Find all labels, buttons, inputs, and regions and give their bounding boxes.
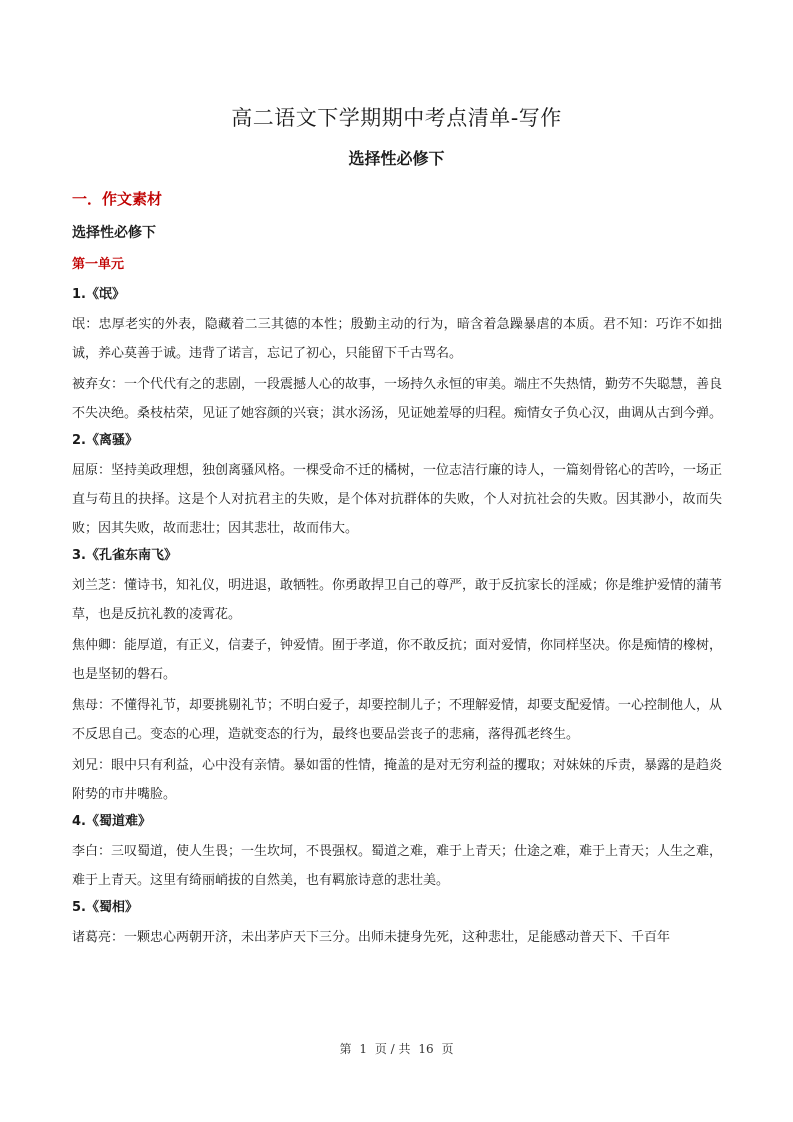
- paragraph: 焦仲卿：能厚道，有正义，信妻子，钟爱情。囿于孝道，你不敢反抗；面对爱情，你同样坚决。你是痴情的橡树，也是坚韧的磐石。: [72, 638, 723, 682]
- content-body: [72, 222, 722, 954]
- unit-heading: 第一单元: [72, 257, 125, 272]
- item-1: [72, 284, 722, 428]
- footer-total-pages: 16: [418, 1042, 434, 1056]
- paragraph: 氓：忠厚老实的外表，隐藏着二三其德的本性；殷勤主动的行为，暗含着急躁暴虐的本质。君不知：巧诈不如拙诚，养心莫善于诚。违背了诺言，忘记了初心，只能留下千古骂名。: [72, 317, 722, 361]
- item-title: 3.《孔雀东南飞》: [72, 548, 177, 563]
- item-title: 4.《蜀道难》: [72, 814, 151, 829]
- footer-prefix: 第: [339, 1042, 352, 1056]
- paragraph: 李白：三叹蜀道，使人生畏；一生坎坷，不畏强权。蜀道之难，难于上青天；仕途之难，难于上青天；人生之难，难于上青天。这里有绮丽峭拔的自然美，也有羁旅诗意的悲壮美。: [72, 844, 723, 888]
- paragraph: 屈原：坚持美政理想，独创离骚风格。一棵受命不迁的橘树，一位志洁行廉的诗人，一篇刻骨铭心的苦吟，一场正直与苟且的抉择。这是个人对抗君主的失败，是个体对抗群体的失败，个人对抗社会的失败。因其渺小，故而失败；因其失败，故而悲壮；因其悲壮，故而伟大。: [72, 463, 723, 536]
- footer-page-number: 1: [359, 1042, 367, 1056]
- page-subtitle: 选择性必修下: [348, 149, 445, 168]
- page-title: 高二语文下学期期中考点清单-写作: [231, 106, 562, 130]
- item-3: [72, 545, 722, 809]
- section-heading: 一．作文素材: [72, 190, 163, 208]
- paragraph: 诸葛亮：一颗忠心两朝开济，未出茅庐天下三分。出师未捷身先死，这种悲壮，足能感动普天下、千百年: [72, 930, 671, 945]
- footer-mid: 页 / 共: [374, 1042, 411, 1056]
- book-heading: 选择性必修下: [72, 225, 156, 241]
- item-title: 1.《氓》: [72, 287, 125, 302]
- paragraph: 被弃女：一个代代有之的悲剧，一段震撼人心的故事，一场持久永恒的审美。端庄不失热情，勤劳不失聪慧，善良不失决绝。桑枝枯荣，见证了她容颜的兴衰；淇水汤汤，见证她羞辱的归程。痴情女子负心汉，曲调从古到今弹。: [72, 377, 723, 421]
- item-4: [72, 811, 722, 895]
- item-2: [72, 430, 722, 543]
- item-title: 5.《蜀相》: [72, 900, 138, 915]
- paragraph: 刘兄：眼中只有利益，心中没有亲情。暴如雷的性情，掩盖的是对无穷利益的攫取；对妹妹的斥责，暴露的是趋炎附势的市井嘴脸。: [72, 758, 723, 802]
- item-title: 2.《离骚》: [72, 433, 138, 448]
- paragraph: 刘兰芝：懂诗书，知礼仪，明进退，敢牺牲。你勇敢捍卫自己的尊严，敢于反抗家长的淫威；你是维护爱情的蒲苇草，也是反抗礼教的凌霄花。: [72, 578, 723, 622]
- page-footer: [0, 1040, 793, 1057]
- paragraph: 焦母：不懂得礼节，却要挑剔礼节；不明白爱子，却要控制儿子；不理解爱情，却要支配爱情。一心控制他人，从不反思自己。变态的心理，造就变态的行为，最终也要品尝丧子的悲痛，落得孤老终生。: [72, 698, 723, 742]
- footer-suffix: 页: [441, 1042, 454, 1056]
- item-5: [72, 897, 722, 952]
